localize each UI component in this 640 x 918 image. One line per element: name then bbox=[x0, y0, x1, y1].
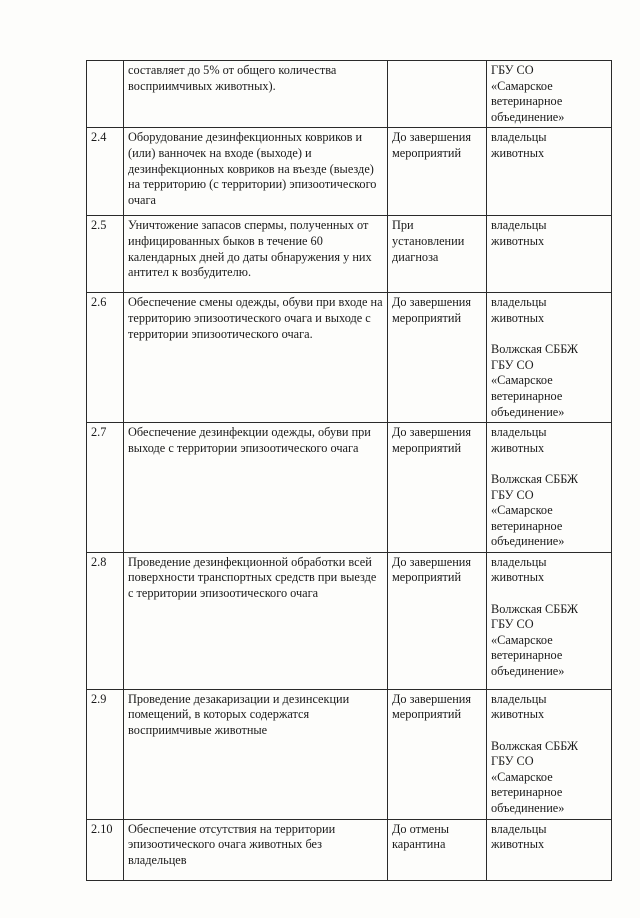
responsible-line: «Самарское bbox=[491, 632, 553, 647]
responsible-line bbox=[491, 723, 607, 739]
responsible-line: Волжская СББЖ bbox=[491, 342, 579, 357]
responsible-line: ГБУ СО bbox=[491, 617, 534, 632]
row-action: Обеспечение смены одежды, обуви при входе на территорию эпизоотического очага и выходе с территории эпизоотического очага. bbox=[124, 293, 388, 423]
responsible-line: ГБУ СО bbox=[491, 357, 534, 372]
responsible-line: Волжская СББЖ bbox=[491, 601, 579, 616]
responsible-line: животных bbox=[491, 440, 545, 455]
table-row bbox=[87, 689, 612, 819]
row-action: Уничтожение запасов спермы, полученных от инфицированных быков в течение 60 календарных дней до даты обнаружения у них антител к возбудителю. bbox=[124, 216, 388, 293]
responsible-line bbox=[491, 456, 607, 472]
row-responsible bbox=[487, 819, 612, 880]
row-number: 2.10 bbox=[87, 819, 124, 880]
row-action: Обеспечение дезинфекции одежды, обуви при выходе с территории эпизоотического очага bbox=[124, 423, 388, 553]
measures-table-body bbox=[87, 61, 612, 881]
table-row bbox=[87, 819, 612, 880]
row-term: До отмены карантина bbox=[388, 819, 487, 880]
responsible-line: ветеринарное bbox=[491, 785, 563, 800]
responsible-line: животных bbox=[491, 570, 545, 585]
responsible-line: владельцы bbox=[491, 691, 547, 706]
table-row bbox=[87, 128, 612, 216]
table-row bbox=[87, 423, 612, 553]
responsible-line: ветеринарное bbox=[491, 94, 563, 109]
responsible-line: объединение» bbox=[491, 534, 565, 549]
row-term bbox=[388, 61, 487, 128]
row-responsible bbox=[487, 423, 612, 553]
responsible-line: объединение» bbox=[491, 664, 565, 679]
table-row bbox=[87, 293, 612, 423]
row-number bbox=[87, 61, 124, 128]
responsible-line: животных bbox=[491, 707, 545, 722]
row-action: Обеспечение отсутствия на территории эпизоотического очага животных без владельцев bbox=[124, 819, 388, 880]
responsible-line: объединение» bbox=[491, 801, 565, 816]
responsible-line: «Самарское bbox=[491, 78, 553, 93]
row-number: 2.8 bbox=[87, 552, 124, 689]
row-term: До завершения мероприятий bbox=[388, 689, 487, 819]
row-number: 2.7 bbox=[87, 423, 124, 553]
row-term: До завершения мероприятий bbox=[388, 552, 487, 689]
row-responsible bbox=[487, 216, 612, 293]
row-term: До завершения мероприятий bbox=[388, 293, 487, 423]
responsible-line: «Самарское bbox=[491, 503, 553, 518]
responsible-line: ветеринарное bbox=[491, 648, 563, 663]
responsible-line: животных bbox=[491, 837, 545, 852]
row-action: Оборудование дезинфекционных ковриков и (или) ванночек на входе (выходе) и дезинфекционных ковриков на въезде (выезде) на территорию (с территории) эпизоотического очага bbox=[124, 128, 388, 216]
row-term: До завершения мероприятий bbox=[388, 423, 487, 553]
responsible-line: животных bbox=[491, 145, 545, 160]
responsible-line: объединение» bbox=[491, 109, 565, 124]
responsible-line: ГБУ СО bbox=[491, 63, 534, 77]
responsible-line: владельцы bbox=[491, 425, 547, 440]
row-action: Проведение дезинфекционной обработки всей поверхности транспортных средств при выезде с территории эпизоотического очага bbox=[124, 552, 388, 689]
responsible-line bbox=[491, 586, 607, 602]
row-action: Проведение дезакаризации и дезинсекции помещений, в которых содержатся восприимчивые животные bbox=[124, 689, 388, 819]
row-responsible bbox=[487, 128, 612, 216]
row-number: 2.6 bbox=[87, 293, 124, 423]
responsible-line: владельцы bbox=[491, 130, 547, 145]
responsible-line bbox=[491, 327, 607, 343]
responsible-line: владельцы bbox=[491, 218, 547, 233]
row-number: 2.9 bbox=[87, 689, 124, 819]
row-responsible bbox=[487, 61, 612, 128]
measures-table bbox=[86, 60, 612, 881]
responsible-line: животных bbox=[491, 310, 545, 325]
responsible-line: владельцы bbox=[491, 821, 547, 836]
responsible-line: ГБУ СО bbox=[491, 487, 534, 502]
table-row bbox=[87, 61, 612, 128]
row-term: До завершения мероприятий bbox=[388, 128, 487, 216]
responsible-line: ветеринарное bbox=[491, 518, 563, 533]
row-number: 2.4 bbox=[87, 128, 124, 216]
responsible-line: Волжская СББЖ bbox=[491, 738, 579, 753]
responsible-line: животных bbox=[491, 233, 545, 248]
row-responsible bbox=[487, 552, 612, 689]
responsible-line: владельцы bbox=[491, 554, 547, 569]
row-action: составляет до 5% от общего количества восприимчивых животных). bbox=[124, 61, 388, 128]
responsible-line: Волжская СББЖ bbox=[491, 471, 579, 486]
row-responsible bbox=[487, 689, 612, 819]
table-row bbox=[87, 216, 612, 293]
row-term: При установлении диагноза bbox=[388, 216, 487, 293]
row-responsible bbox=[487, 293, 612, 423]
row-number: 2.5 bbox=[87, 216, 124, 293]
responsible-line: владельцы bbox=[491, 295, 547, 310]
table-row bbox=[87, 552, 612, 689]
responsible-line: «Самарское bbox=[491, 769, 553, 784]
responsible-line: ветеринарное bbox=[491, 388, 563, 403]
responsible-line: объединение» bbox=[491, 404, 565, 419]
responsible-line: ГБУ СО bbox=[491, 754, 534, 769]
responsible-line: «Самарское bbox=[491, 373, 553, 388]
